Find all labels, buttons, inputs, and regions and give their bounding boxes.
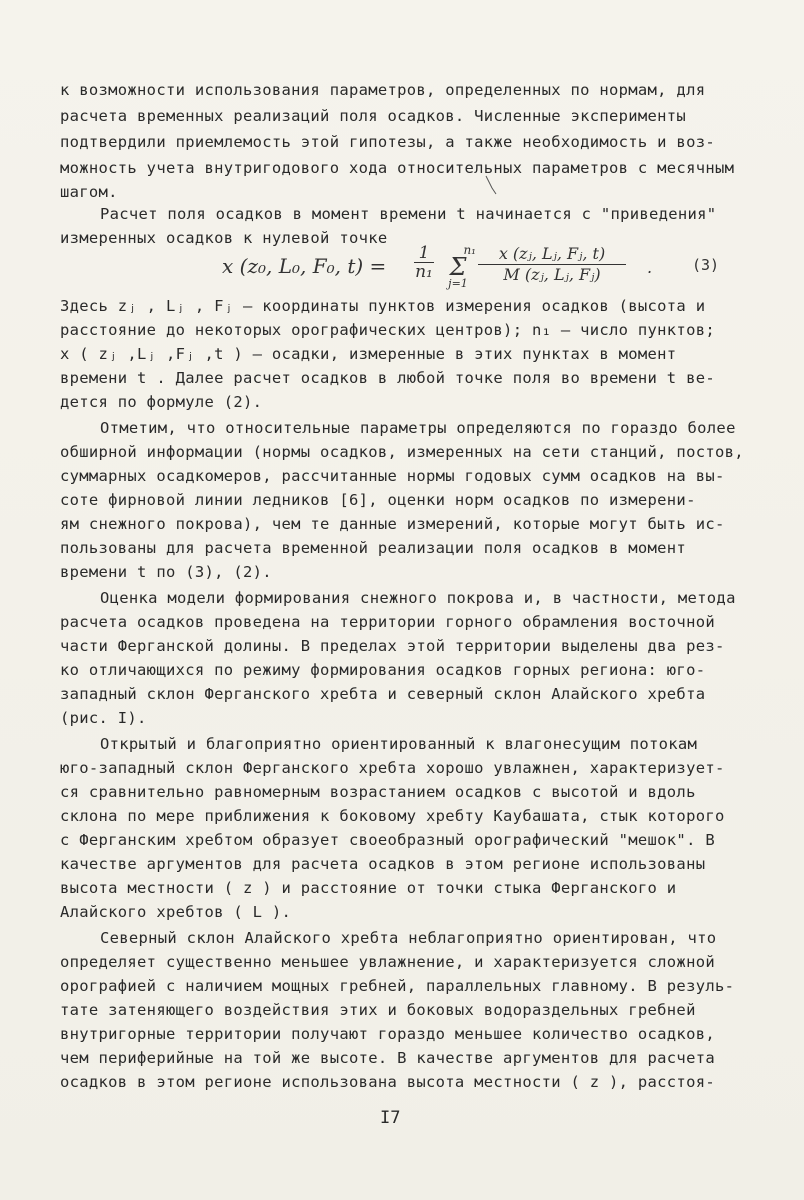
- formula-numerator: x (zⱼ, Lⱼ, Fⱼ, t): [478, 244, 626, 265]
- text-line: орографией с наличием мощных гребней, параллельных главному. В резуль-: [60, 977, 735, 995]
- text-line: времени t . Далее расчет осадков в любой точке поля во времени t ве-: [60, 369, 715, 387]
- text-line: ям снежного покрова), чем те данные измерений, которые могут быть ис-: [60, 515, 725, 533]
- text-line: соте фирновой линии ледников [6], оценки норм осадков по измерени-: [60, 491, 696, 509]
- text-line: внутригорные территории получают гораздо меньшее количество осадков,: [60, 1025, 715, 1043]
- text-line: измеренных осадков к нулевой точке: [60, 229, 388, 247]
- text-line: дется по формуле (2).: [60, 393, 263, 411]
- sum-sign: Σ: [449, 253, 467, 281]
- text-line: ко отличающихся по режиму формирования осадков горных региона: юго-: [60, 661, 706, 679]
- sum-lower-limit: j=1: [448, 277, 468, 290]
- text-line: расчета временных реализаций поля осадков. Численные эксперименты: [60, 107, 687, 125]
- text-line: обширной информации (нормы осадков, измеренных на сети станций, постов,: [60, 443, 744, 461]
- text-line: западный склон Ферганского хребта и северный склон Алайского хребта: [60, 685, 706, 703]
- text-line: ся сравнительно равномерным возрастанием осадков с высотой и вдоль: [60, 783, 696, 801]
- text-line: чем периферийные на той же высоте. В качестве аргументов для расчета: [60, 1049, 715, 1067]
- formula-coef-denominator: n₁: [415, 262, 433, 282]
- text-line: можность учета внутригодового хода относительных параметров с месячным: [60, 159, 735, 177]
- text-line: Северный склон Алайского хребта неблагоприятно ориентирован, что: [100, 929, 717, 947]
- formula-period: .: [647, 258, 653, 277]
- text-line: расчета осадков проведена на территории горного обрамления восточной: [60, 613, 715, 631]
- text-line: пользованы для расчета временной реализации поля осадков в момент: [60, 539, 687, 557]
- text-line: высота местности ( z ) и расстояние от точки стыка Ферганского и: [60, 879, 677, 897]
- text-line: суммарных осадкомеров, рассчитанные нормы годовых сумм осадков на вы-: [60, 467, 725, 485]
- formula-fraction: [478, 244, 626, 285]
- equation-number: (3): [692, 256, 720, 274]
- text-line: склона по мере приближения к боковому хребту Каубашата, стык которого: [60, 807, 725, 825]
- formula-coef-numerator: 1: [414, 244, 434, 263]
- text-line: расстояние до некоторых орографических центров); n₁ – число пунктов;: [60, 321, 715, 339]
- text-line: осадков в этом регионе использована высота местности ( z ), расстоя-: [60, 1073, 715, 1091]
- formula-coefficient: [414, 244, 434, 281]
- text-line: к возможности использования параметров, определенных по нормам, для: [60, 81, 706, 99]
- text-line: Расчет поля осадков в момент времени t начинается с "приведения": [100, 205, 717, 223]
- text-line: (рис. I).: [60, 709, 147, 727]
- text-line: Отметим, что относительные параметры определяются по гораздо более: [100, 419, 736, 437]
- text-line: времени t по (3), (2).: [60, 563, 272, 581]
- formula-sum: [440, 244, 476, 290]
- text-line: части Ферганской долины. В пределах этой территории выделены два рез-: [60, 637, 725, 655]
- formula-denominator: M (zⱼ, Lⱼ, Fⱼ): [503, 265, 601, 284]
- sum-upper-limit: n₁: [463, 243, 476, 257]
- formula-3: [222, 244, 722, 288]
- text-line: юго-западный склон Ферганского хребта хорошо увлажнен, характеризует-: [60, 759, 725, 777]
- text-line: x ( zⱼ ,Lⱼ ,Fⱼ ,t ) – осадки, измеренные в этих пунктах в момент: [60, 345, 677, 363]
- formula-lhs: x (z₀, L₀, F₀, t) =: [222, 254, 387, 278]
- pen-mark: [484, 174, 498, 196]
- text-line: подтвердили приемлемость этой гипотезы, а также необходимость и воз-: [60, 133, 715, 151]
- text-line: Открытый и благоприятно ориентированный к влагонесущим потокам: [100, 735, 698, 753]
- text-line: качестве аргументов для расчета осадков в этом регионе использованы: [60, 855, 706, 873]
- text-line: тате затеняющего воздействия этих и боковых водораздельных гребней: [60, 1001, 696, 1019]
- text-line: определяет существенно меньшее увлажнение, и характеризуется сложной: [60, 953, 715, 971]
- text-line: Алайского хребтов ( L ).: [60, 903, 292, 921]
- text-line: Оценка модели формирования снежного покрова и, в частности, метода: [100, 589, 736, 607]
- text-line: Здесь zⱼ , Lⱼ , Fⱼ – координаты пунктов измерения осадков (высота и: [60, 297, 706, 315]
- text-line: шагом.: [60, 183, 118, 201]
- text-line: с Ферганским хребтом образует своеобразный орографический "мешок". В: [60, 831, 715, 849]
- page-number: I7: [380, 1108, 401, 1128]
